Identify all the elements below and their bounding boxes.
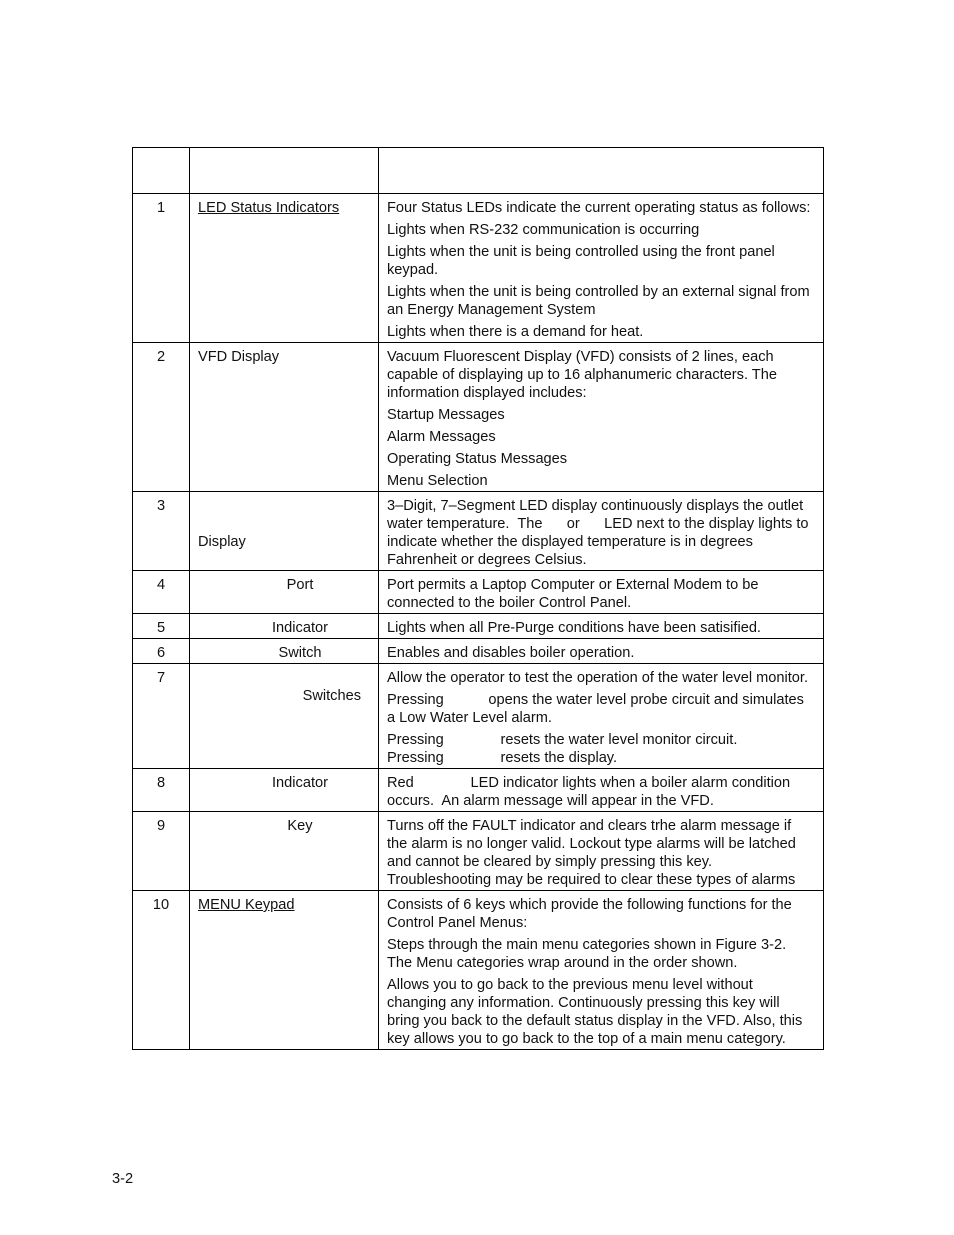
control-name: Key — [190, 812, 379, 891]
function-paragraph: Startup Messages — [387, 407, 505, 423]
item-number: 2 — [133, 343, 190, 492]
control-label: LED Status Indicators — [198, 200, 340, 216]
function-cell — [379, 194, 824, 343]
function-paragraph: Lights when the unit is being controlled using the front panel keypad. — [387, 244, 775, 278]
item-number: 8 — [133, 769, 190, 812]
function-cell — [379, 639, 824, 664]
table-row — [133, 769, 824, 812]
header-cell-function — [379, 148, 824, 194]
function-cell — [379, 664, 824, 769]
function-cell — [379, 891, 824, 1050]
function-paragraph: Alarm Messages — [387, 429, 496, 445]
item-number: 6 — [133, 639, 190, 664]
function-paragraph: Operating Status Messages — [387, 451, 568, 467]
function-paragraph: Menu Selection — [387, 473, 488, 489]
function-paragraph: Red LED indicator lights when a boiler alarm condition occurs. An alarm message will appear in the VFD. — [387, 775, 795, 809]
control-name: Display — [190, 492, 379, 571]
function-paragraph: Consists of 6 keys which provide the following functions for the Control Panel Menus: — [387, 897, 792, 931]
control-name: Switch — [190, 639, 379, 664]
function-paragraph: Lights when all Pre-Purge conditions have been satisified. — [387, 620, 761, 636]
function-paragraph: Allow the operator to test the operation of the water level monitor. — [387, 670, 809, 686]
table-row — [133, 571, 824, 614]
controls-table — [132, 147, 824, 1050]
function-paragraph: Pressing opens the water level probe circuit and simulates a Low Water Level alarm. — [387, 692, 808, 726]
item-number: 3 — [133, 492, 190, 571]
control-name: Indicator — [190, 769, 379, 812]
table-row — [133, 891, 824, 1050]
table-row — [133, 194, 824, 343]
item-number: 9 — [133, 812, 190, 891]
control-name — [190, 891, 379, 1050]
function-cell — [379, 614, 824, 639]
function-paragraph: Steps through the main menu categories shown in Figure 3-2. The Menu categories wrap around in the order shown. — [387, 937, 787, 971]
function-paragraph: Lights when there is a demand for heat. — [387, 324, 644, 340]
function-cell — [379, 492, 824, 571]
item-number: 4 — [133, 571, 190, 614]
function-paragraph: Pressing resets the water level monitor circuit. Pressing resets the display. — [387, 732, 738, 766]
function-cell — [379, 769, 824, 812]
function-paragraph: Four Status LEDs indicate the current operating status as follows: — [387, 200, 811, 216]
table-row — [133, 639, 824, 664]
function-cell — [379, 812, 824, 891]
table-row — [133, 664, 824, 769]
table-row — [133, 812, 824, 891]
function-paragraph: Enables and disables boiler operation. — [387, 645, 635, 661]
function-cell — [379, 343, 824, 492]
function-paragraph: Vacuum Fluorescent Display (VFD) consists of 2 lines, each capable of displaying up to 16 alphanumeric characters. The information displayed includes: — [387, 349, 777, 401]
table-row — [133, 614, 824, 639]
function-paragraph: Lights when RS-232 communication is occurring — [387, 222, 700, 238]
table-row — [133, 492, 824, 571]
control-name: Switches — [190, 664, 379, 769]
function-paragraph: 3–Digit, 7–Segment LED display continuously displays the outlet water temperature. The or LED next to the display lights to indicate whether the displayed temperature is in degrees Fahrenheit or degrees Celsius. — [387, 498, 813, 568]
control-name: Port — [190, 571, 379, 614]
function-cell — [379, 571, 824, 614]
item-number: 10 — [133, 891, 190, 1050]
page-number: 3-2 — [112, 1171, 134, 1187]
function-paragraph: Port permits a Laptop Computer or External Modem to be connected to the boiler Control Panel. — [387, 577, 759, 611]
item-number: 5 — [133, 614, 190, 639]
header-cell-number — [133, 148, 190, 194]
control-name — [190, 194, 379, 343]
function-paragraph: Lights when the unit is being controlled by an external signal from an Energy Management System — [387, 284, 810, 318]
table-header-row — [133, 148, 824, 194]
control-name: Indicator — [190, 614, 379, 639]
header-cell-control — [190, 148, 379, 194]
item-number: 7 — [133, 664, 190, 769]
control-label: MENU Keypad — [198, 897, 295, 913]
function-paragraph: Allows you to go back to the previous menu level without changing any information. Continuously pressing this key will bring you back to the default status display in the VFD. Also, this key allows you to go back to the top of a main menu category. — [387, 977, 803, 1047]
function-paragraph: Turns off the FAULT indicator and clears trhe alarm message if the alarm is no longer valid. Lockout type alarms will be latched and cannot be cleared by simply pressing this key. Troubleshooting may be required to clear these types of alarms — [387, 818, 796, 888]
table-row — [133, 343, 824, 492]
item-number: 1 — [133, 194, 190, 343]
control-name: VFD Display — [190, 343, 379, 492]
